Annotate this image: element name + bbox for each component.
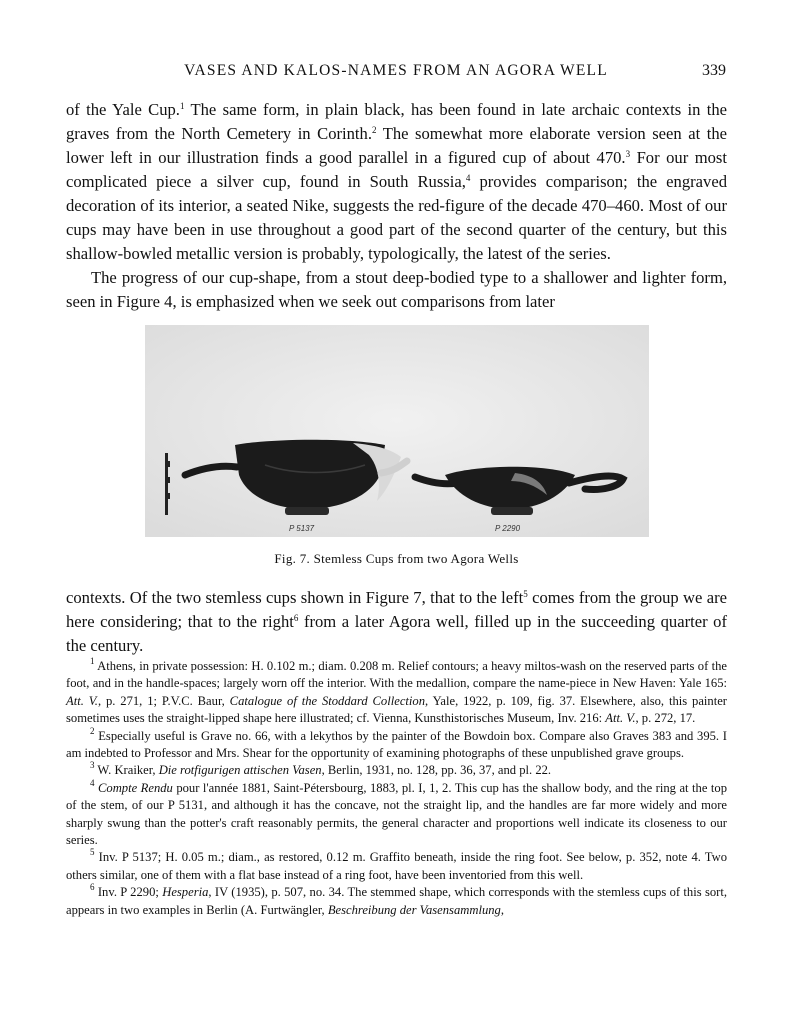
body-text-bottom bbox=[66, 586, 727, 658]
footnote-ref-3[interactable]: 3 bbox=[625, 149, 631, 159]
footnote-ref-6[interactable]: 6 bbox=[293, 613, 299, 623]
figure-7-photo bbox=[145, 325, 649, 537]
footnote-ref-5[interactable]: 5 bbox=[523, 589, 528, 599]
footnotes bbox=[66, 658, 727, 919]
footnote-ref-4[interactable]: 4 bbox=[465, 173, 471, 183]
cups-photograph bbox=[145, 325, 649, 537]
footnote-ref-2[interactable]: 2 bbox=[372, 125, 377, 135]
figure-caption: Fig. 7. Stemless Cups from two Agora Wells bbox=[274, 551, 519, 566]
running-title: VASES AND KALOS-NAMES FROM AN AGORA WELL bbox=[184, 62, 608, 79]
footnote-6: $^6$ Inv. P 2290; Hesperia, IV (1935), p. 507, no. 34. The stemmed shape, which corresponds with the stemless cups of this sort, appears in two examples in Berlin (A. Furtwängler, Beschreibung der Vasensammlung, bbox=[66, 882, 727, 917]
paragraph-1: of the Yale Cup.$^1$ The same form, in plain black, has been found in late archaic contexts in the graves from the North Cemetery in Corinth.$^2$ The somewhat more elaborate version seen at the lower left in our illustration finds a good parallel in a figured cup of about 470.$^3$ For our most complicated piece a silver cup, found in South Russia,$^4$ provides comparison; the engraved decoration of its interior, a seated Nike, suggests the red-figure of the decade 470–460. Most of our cups may have been in use throughout a good part of the second quarter of the century, but this shallow-bowled metallic version is probably, typologically, the latest of the series. bbox=[66, 100, 727, 263]
paragraph-2: The progress of our cup-shape, from a stout deep-bodied type to a shallower and lighter form, seen in Figure 4, is emphasized when we seek out comparisons from later bbox=[66, 268, 727, 311]
label-left-cup: P 5137 bbox=[289, 524, 315, 533]
page-number: 339 bbox=[702, 62, 726, 79]
footnote-5: $^5$ Inv. P 5137; H. 0.05 m.; diam., as restored, 0.12 m. Graffito beneath, inside the ring foot. See below, p. 352, note 4. Two others similar, one of them with a flat base instead of a ring foot, have been inventoried from this well. bbox=[66, 847, 727, 882]
footnote-3: $^3$ W. Kraiker, Die rotfigurigen attischen Vasen, Berlin, 1931, no. 128, pp. 36, 37, and pl. 22. bbox=[90, 760, 552, 778]
body-text-top bbox=[66, 98, 727, 314]
page-header bbox=[66, 62, 726, 86]
label-right-cup: P 2290 bbox=[495, 524, 521, 533]
footnote-4: $^4$ Compte Rendu pour l'année 1881, Saint-Pétersbourg, 1883, pl. I, 1, 2. This cup has the shallow body, and the ring at the top of the stem, of our P 5131, and although it has the concave, not the straight lip, and the handles are far more widely and more sharply swung than the potter's craft reasonably permits, the general character and proportions well indicate its closeness to our series. bbox=[66, 777, 727, 848]
paragraph-3: contexts. Of the two stemless cups shown in Figure 7, that to the left$^5$ comes from the group we are here considering; that to the right$^6$ from a later Agora well, filled up in the succeeding quarter of the century. bbox=[66, 588, 727, 655]
footnote-2: $^2$ Especially useful is Grave no. 66, with a lekythos by the painter of the Bowdoin box. Compare also Graves 383 and 395. I am indebted to Professor and Mrs. Shear for the opportunity of examining photographs of these unpublished grave groups. bbox=[66, 725, 727, 761]
footnote-1: $^1$ Athens, in private possession: H. 0.102 m.; diam. 0.208 m. Relief contours; a heavy miltos-wash on the reserved parts of the foot, and in the handle-spaces; largely worn off the interior. With the medallion, compare the name-piece in New Haven: Yale 165: Att. V., p. 271, 1; P.V.C. Baur, Catalogue of the Stoddard Collection, Yale, 1922, p. 109, fig. 37. Elsewhere, also, this painter sometimes uses the straight-lipped shape here illustrated; cf. Vienna, Kunsthistorisches Museum, Inv. 216: Att. V., p. 272, 17. bbox=[66, 656, 727, 726]
footnote-ref-1[interactable]: 1 bbox=[179, 101, 185, 111]
